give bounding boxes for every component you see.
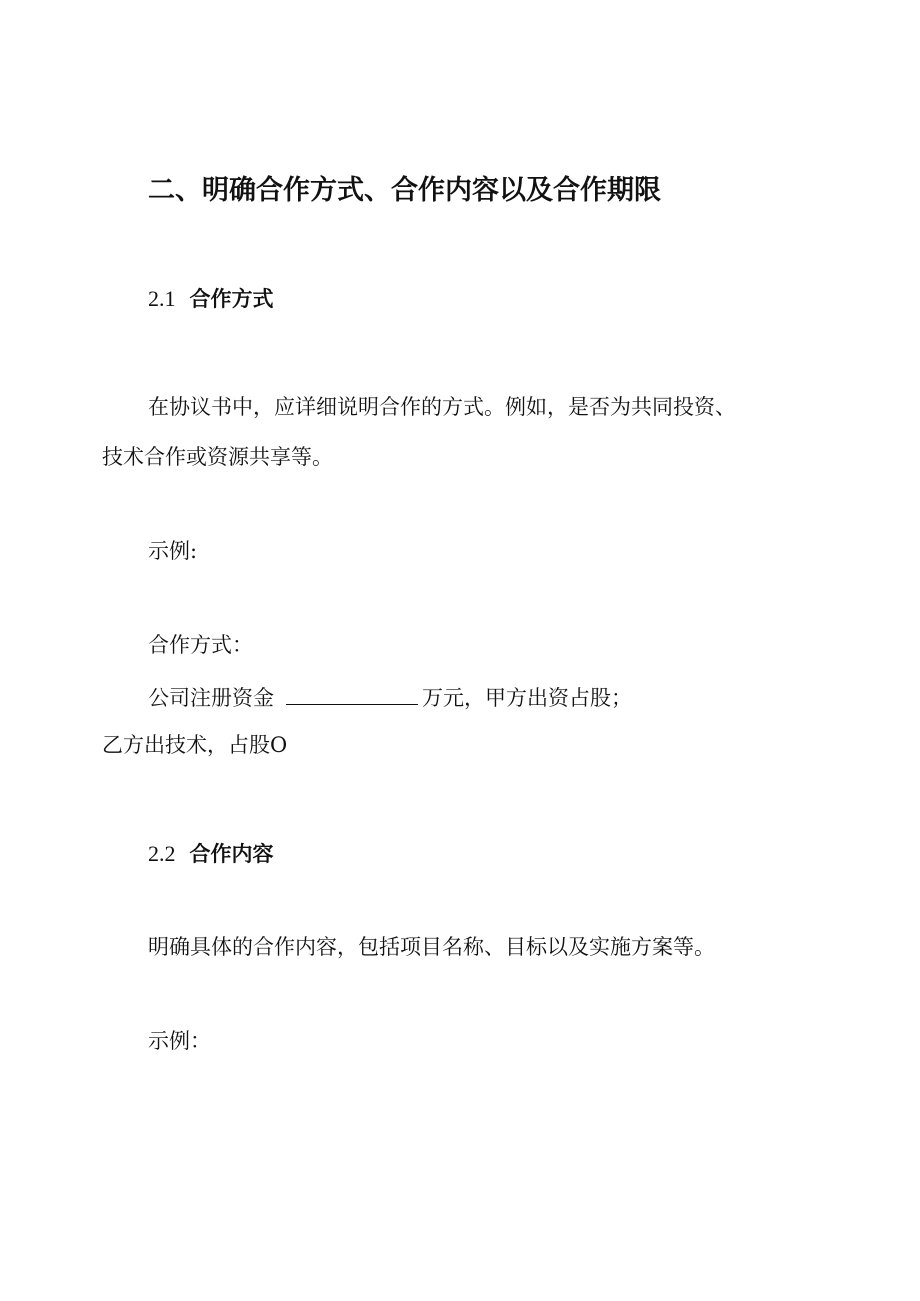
subsection-title: 合作内容 [189,842,274,866]
subsection-heading-2-1 [148,283,274,313]
subsection-number: 2.1 [148,286,176,311]
party-b-line: 乙方出技术，占股O [102,733,288,757]
capital-prefix: 公司注册资金 [148,686,274,710]
example-label: 示例： [148,1029,211,1053]
registered-capital-line [148,685,632,709]
paragraph-line: 技术合作或资源共享等。 [102,445,333,469]
capital-amount-blank [286,685,418,705]
section-title: 二、明确合作方式、合作内容以及合作期限 [148,175,661,206]
capital-suffix: 万元，甲方出资占股； [422,686,632,710]
paragraph-line: 在协议书中，应详细说明合作的方式。例如，是否为共同投资、 [148,395,736,419]
example-label: 示例: [148,539,198,563]
paragraph-line: 明确具体的合作内容，包括项目名称、目标以及实施方案等。 [148,935,715,959]
subsection-heading-2-2 [148,838,274,868]
subsection-number: 2.2 [148,841,176,866]
subsection-title: 合作方式 [189,287,274,311]
cooperation-mode-label: 合作方式： [148,633,253,657]
